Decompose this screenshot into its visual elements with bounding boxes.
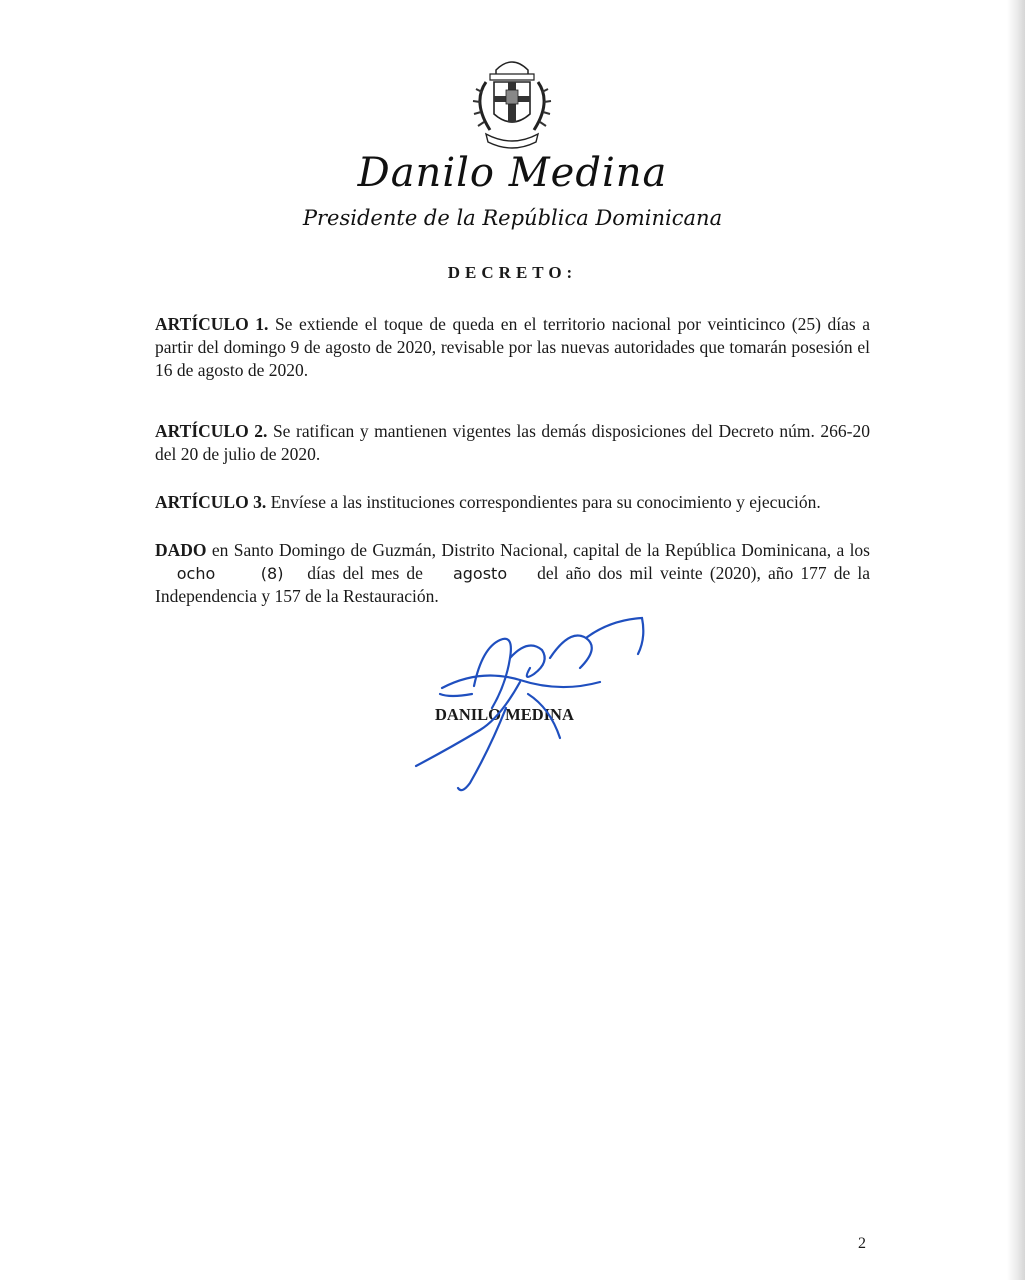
dado-label: DADO — [155, 540, 207, 560]
day-fill: ocho — [176, 564, 216, 583]
handwritten-signature — [410, 598, 650, 798]
day-number-fill: (8) — [260, 564, 284, 583]
article-label: ARTÍCULO 3. — [155, 492, 267, 512]
article-3 — [155, 491, 870, 514]
signer-name: DANILO MEDINA — [435, 705, 574, 724]
header-name: Danilo Medina — [357, 150, 668, 196]
coat-of-arms-seal — [456, 52, 568, 160]
article-label: ARTÍCULO 2. — [155, 421, 268, 441]
article-2 — [155, 420, 870, 466]
page-number: 2 — [858, 1235, 866, 1252]
article-text: Envíese a las instituciones correspondientes para su conocimiento y ejecución. — [270, 492, 821, 512]
article-1 — [155, 313, 870, 382]
dado-text-3: del año dos mil veinte (2020), año 177 de la Independencia y 157 de la Restauración. — [155, 563, 871, 606]
article-text: Se extiende el toque de queda en el territorio nacional por veinticinco (25) días a partir del domingo 9 de agosto de 2020, revisable por las nuevas autoridades que tomarán posesión el 16 de agosto de 2020. — [155, 314, 870, 380]
dado-text-1: en Santo Domingo de Guzmán, Distrito Nacional, capital de la República Dominicana, a los — [211, 540, 870, 560]
article-text: Se ratifican y mantienen vigentes las demás disposiciones del Decreto núm. 266-20 del 20 de julio de 2020. — [155, 421, 871, 464]
article-label: ARTÍCULO 1. — [155, 314, 269, 334]
month-fill: agosto — [452, 564, 508, 583]
header-title: Presidente de la República Dominicana — [302, 206, 723, 230]
decree-heading: DECRETO: — [447, 263, 578, 282]
dado-text-2: días del mes de — [307, 563, 423, 583]
